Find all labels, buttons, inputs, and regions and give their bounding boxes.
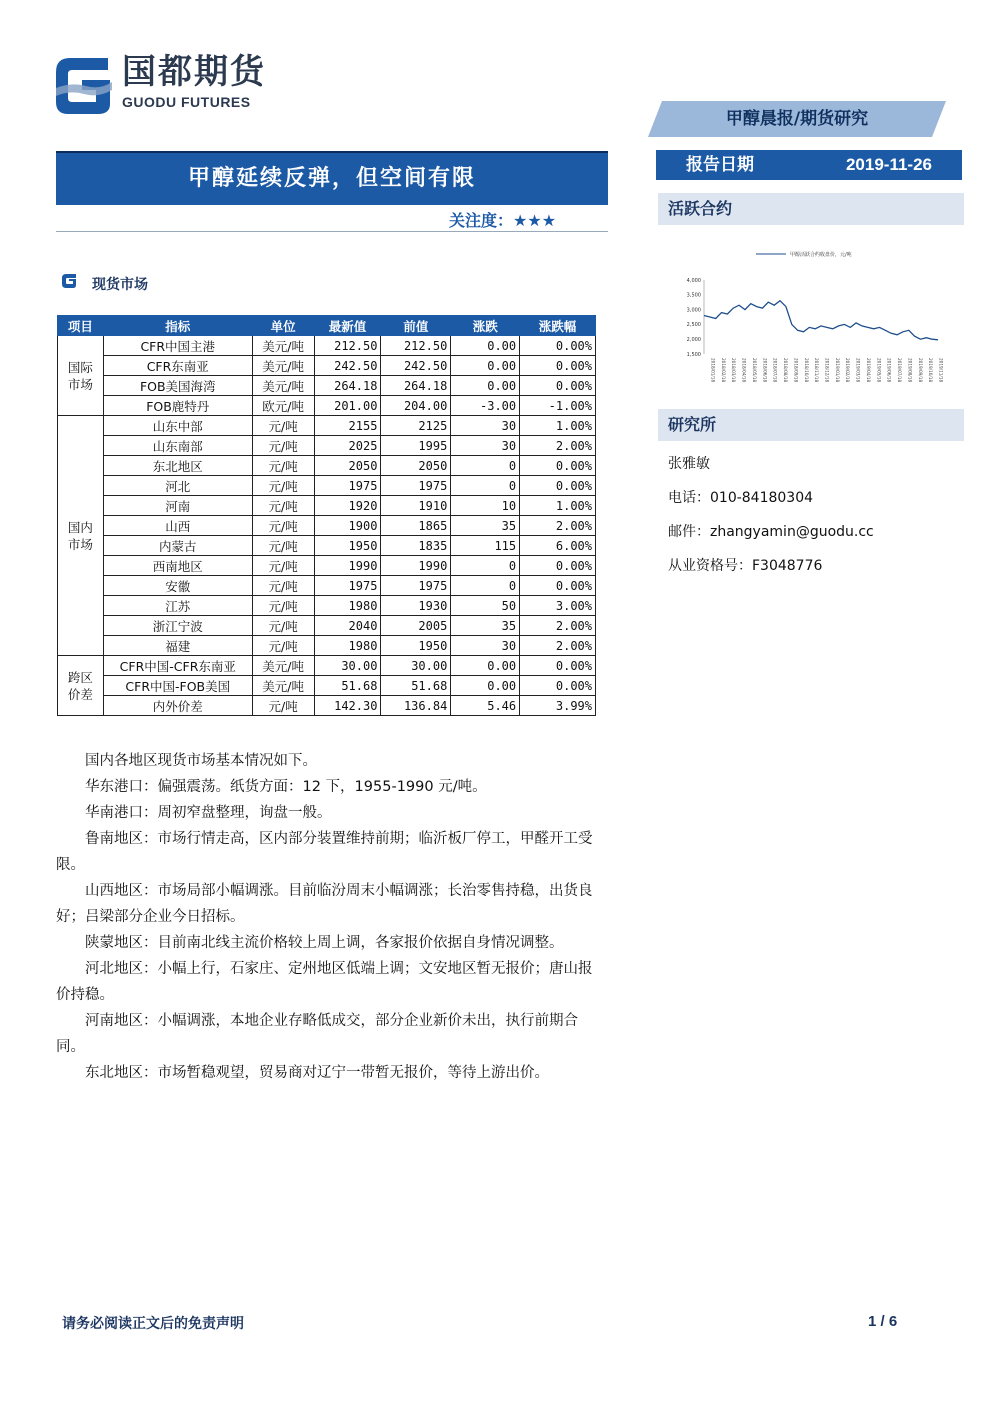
commentary-paragraph: 东北地区：市场暂稳观望，贸易商对辽宁一带暂无报价，等待上游出价。 [85, 1065, 549, 1081]
table-cell: 1910 [381, 496, 451, 516]
table-cell: 0.00 [451, 336, 520, 356]
report-title-bar [56, 151, 608, 205]
table-cell: FOB美国海湾 [103, 376, 252, 396]
analyst-contact [668, 447, 874, 583]
table-cell: 东北地区 [103, 456, 252, 476]
table-cell: 元/吨 [252, 616, 314, 636]
table-cell: 1930 [381, 596, 451, 616]
analyst-phone: 电话：010-84180304 [668, 490, 814, 506]
table-cell: 1980 [314, 636, 381, 656]
table-cell: 1920 [314, 496, 381, 516]
table-row [58, 696, 596, 716]
table-cell: 元/吨 [252, 696, 314, 716]
table-cell: 河北 [103, 476, 252, 496]
table-cell: 西南地区 [103, 556, 252, 576]
disclaimer-note: 请务必阅读正文后的免责声明 [62, 1316, 244, 1332]
table-cell: CFR中国主港 [103, 336, 252, 356]
table-cell: 0.00% [520, 476, 596, 496]
table-cell: 10 [451, 496, 520, 516]
table-cell: 2050 [314, 456, 381, 476]
active-contract-chart [676, 244, 948, 392]
x-tick-label: 2018/08/18 [783, 358, 789, 383]
table-cell: 6.00% [520, 536, 596, 556]
research-title: 研究所 [668, 415, 717, 434]
table-cell: 0.00 [451, 676, 520, 696]
commentary-paragraph: 国内各地区现货市场基本情况如下。 [85, 753, 317, 769]
spot-section-title: 现货市场 [92, 277, 148, 293]
table-cell: 30.00 [314, 656, 381, 676]
table-row [58, 656, 596, 676]
table-cell: 0.00% [520, 576, 596, 596]
table-cell: 2125 [381, 416, 451, 436]
table-cell: 1975 [314, 576, 381, 596]
table-row [58, 456, 596, 476]
table-cell: 0.00% [520, 456, 596, 476]
column-header: 最新值 [314, 316, 381, 336]
table-row [58, 436, 596, 456]
table-cell: 2.00% [520, 516, 596, 536]
x-tick-label: 2019/01/18 [834, 358, 840, 383]
table-cell: CFR中国-FOB美国 [103, 676, 252, 696]
active-contract-header [658, 193, 964, 225]
table-cell: 264.18 [381, 376, 451, 396]
x-tick-label: 2019/09/18 [917, 358, 923, 383]
table-row [58, 396, 596, 416]
table-cell: 0.00% [520, 376, 596, 396]
table-cell: 0.00 [451, 656, 520, 676]
x-tick-label: 2018/10/18 [803, 358, 809, 383]
table-header-row [58, 316, 596, 336]
table-cell: 3.00% [520, 596, 596, 616]
table-cell: 福建 [103, 636, 252, 656]
table-row [58, 336, 596, 356]
table-cell: 242.50 [381, 356, 451, 376]
spot-price-table [57, 315, 596, 716]
table-row [58, 556, 596, 576]
commentary-paragraph: 陕蒙地区：目前南北线主流价格较上周上调，各家报价依据自身情况调整。 [85, 935, 564, 951]
series-line [704, 301, 938, 340]
market-commentary [56, 748, 602, 1086]
table-cell: 0 [451, 476, 520, 496]
commentary-paragraph: 华南港口：周初窄盘整理，询盘一般。 [85, 805, 332, 821]
table-cell: 1975 [381, 476, 451, 496]
x-tick-label: 2018/06/18 [762, 358, 768, 383]
table-row [58, 536, 596, 556]
table-cell: 元/吨 [252, 636, 314, 656]
table-cell: 201.00 [314, 396, 381, 416]
table-cell: 河南 [103, 496, 252, 516]
table-cell: 2.00% [520, 436, 596, 456]
table-cell: 2.00% [520, 616, 596, 636]
report-date-bar [656, 150, 962, 180]
y-tick-label: 1,500 [686, 351, 701, 358]
table-cell: 安徽 [103, 576, 252, 596]
title-divider [56, 231, 608, 232]
analyst-name: 张雅敏 [668, 456, 710, 472]
table-cell: 212.50 [381, 336, 451, 356]
focus-label: 关注度： [449, 211, 514, 230]
research-header [658, 409, 964, 441]
table-cell: FOB鹿特丹 [103, 396, 252, 416]
table-cell: 元/吨 [252, 576, 314, 596]
table-cell: 元/吨 [252, 536, 314, 556]
table-cell: 0 [451, 456, 520, 476]
table-row [58, 356, 596, 376]
y-tick-label: 2,500 [686, 322, 701, 329]
table-cell: 2040 [314, 616, 381, 636]
table-cell: 山东中部 [103, 416, 252, 436]
group-label: 跨区 价差 [58, 656, 104, 716]
analyst-license: 从业资格号：F3048776 [668, 558, 823, 574]
table-cell: 1.00% [520, 416, 596, 436]
group-label: 国内 市场 [58, 416, 104, 656]
category-label: 甲醇晨报/期货研究 [725, 109, 869, 129]
table-cell: 5.46 [451, 696, 520, 716]
table-cell: 元/吨 [252, 516, 314, 536]
x-tick-label: 2018/03/18 [731, 358, 737, 383]
table-row [58, 596, 596, 616]
table-cell: 元/吨 [252, 596, 314, 616]
x-tick-label: 2019/06/18 [886, 358, 892, 383]
table-cell: -3.00 [451, 396, 520, 416]
x-tick-label: 2019/05/18 [876, 358, 882, 383]
table-cell: 136.84 [381, 696, 451, 716]
table-cell: 264.18 [314, 376, 381, 396]
table-cell: CFR东南亚 [103, 356, 252, 376]
section-bullet-icon [60, 272, 78, 290]
table-cell: 0 [451, 556, 520, 576]
column-header: 项目 [58, 316, 104, 336]
x-tick-label: 2019/03/18 [855, 358, 861, 383]
table-cell: 内外价差 [103, 696, 252, 716]
page-number: 1 / 6 [868, 1313, 898, 1330]
table-cell: 0.00% [520, 556, 596, 576]
column-header: 指标 [103, 316, 252, 336]
table-cell: 欧元/吨 [252, 396, 314, 416]
table-cell: 50 [451, 596, 520, 616]
table-cell: 51.68 [314, 676, 381, 696]
table-cell: 1995 [381, 436, 451, 456]
table-cell: 204.00 [381, 396, 451, 416]
analyst-email: 邮件：zhangyamin@guodu.cc [668, 524, 874, 540]
x-tick-label: 2019/07/18 [897, 358, 903, 383]
focus-rating [449, 208, 556, 231]
report-title: 甲醇延续反弹，但空间有限 [187, 166, 476, 191]
table-cell: 0.00 [451, 376, 520, 396]
table-cell: 1990 [314, 556, 381, 576]
report-date-label: 报告日期 [686, 155, 754, 175]
x-tick-label: 2018/11/18 [814, 358, 820, 383]
table-cell: 2005 [381, 616, 451, 636]
commentary-paragraph: 华东港口：偏强震荡。纸货方面：12 下，1955-1990 元/吨。 [85, 779, 487, 795]
table-cell: 35 [451, 516, 520, 536]
x-tick-label: 2018/05/18 [751, 358, 757, 383]
x-tick-label: 2018/12/18 [824, 358, 830, 383]
column-header: 涨跌 [451, 316, 520, 336]
table-cell: 元/吨 [252, 416, 314, 436]
table-cell: 1.00% [520, 496, 596, 516]
table-cell: 1950 [314, 536, 381, 556]
report-date-value: 2019-11-26 [845, 155, 932, 174]
active-contract-title: 活跃合约 [668, 199, 733, 218]
column-header: 前值 [381, 316, 451, 336]
table-row [58, 516, 596, 536]
chart-legend: 甲醇活跃合约收盘价，元/吨 [790, 252, 852, 258]
group-label: 国际 市场 [58, 336, 104, 416]
table-cell: 2155 [314, 416, 381, 436]
column-header: 单位 [252, 316, 314, 336]
x-tick-label: 2019/04/18 [865, 358, 871, 383]
table-cell: 0.00% [520, 336, 596, 356]
x-tick-label: 2019/08/18 [907, 358, 913, 383]
table-cell: 美元/吨 [252, 336, 314, 356]
table-cell: 美元/吨 [252, 356, 314, 376]
table-cell: 3.99% [520, 696, 596, 716]
table-cell: 0.00% [520, 356, 596, 376]
table-cell: 0.00% [520, 676, 596, 696]
table-cell: 2050 [381, 456, 451, 476]
table-cell: CFR中国-CFR东南亚 [103, 656, 252, 676]
company-logo [52, 52, 292, 118]
x-tick-label: 2018/02/18 [720, 358, 726, 383]
table-cell: 0 [451, 576, 520, 596]
x-tick-label: 2018/04/18 [741, 358, 747, 383]
table-cell: 30 [451, 636, 520, 656]
table-cell: 1980 [314, 596, 381, 616]
table-cell: 35 [451, 616, 520, 636]
table-cell: 0.00% [520, 656, 596, 676]
x-tick-label: 2019/10/18 [928, 358, 934, 383]
table-cell: 元/吨 [252, 476, 314, 496]
table-cell: 142.30 [314, 696, 381, 716]
table-cell: 美元/吨 [252, 676, 314, 696]
table-cell: 浙江宁波 [103, 616, 252, 636]
commentary-paragraph: 河南地区：小幅调涨，本地企业存略低成交，部分企业新价未出，执行前期合同。 [56, 1013, 578, 1055]
table-cell: 1865 [381, 516, 451, 536]
table-cell: 242.50 [314, 356, 381, 376]
table-cell: -1.00% [520, 396, 596, 416]
table-cell: 美元/吨 [252, 656, 314, 676]
table-cell: 2.00% [520, 636, 596, 656]
table-row [58, 676, 596, 696]
table-row [58, 636, 596, 656]
table-cell: 山西 [103, 516, 252, 536]
commentary-paragraph: 鲁南地区：市场行情走高，区内部分装置维持前期；临沂板厂停工，甲醛开工受限。 [56, 831, 593, 873]
table-cell: 江苏 [103, 596, 252, 616]
table-row [58, 476, 596, 496]
table-cell: 51.68 [381, 676, 451, 696]
y-tick-label: 3,500 [686, 292, 701, 299]
y-tick-label: 2,000 [686, 337, 701, 343]
table-cell: 元/吨 [252, 496, 314, 516]
table-cell: 1975 [314, 476, 381, 496]
category-banner [648, 101, 946, 137]
x-tick-label: 2018/01/18 [710, 358, 716, 383]
x-tick-label: 2018/07/18 [772, 358, 778, 383]
table-cell: 山东南部 [103, 436, 252, 456]
logo-mark-icon [52, 54, 114, 116]
table-cell: 美元/吨 [252, 376, 314, 396]
table-row [58, 616, 596, 636]
x-tick-label: 2019/02/18 [845, 358, 851, 383]
table-cell: 内蒙古 [103, 536, 252, 556]
table-cell: 1900 [314, 516, 381, 536]
logo-text-en: GUODU FUTURES [122, 94, 251, 110]
table-row [58, 496, 596, 516]
table-row [58, 376, 596, 396]
table-cell: 元/吨 [252, 436, 314, 456]
table-cell: 30 [451, 436, 520, 456]
table-cell: 115 [451, 536, 520, 556]
commentary-paragraph: 河北地区：小幅上行，石家庄、定州地区低端上调；文安地区暂无报价；唐山报价持稳。 [56, 961, 593, 1003]
commentary-paragraph: 山西地区：市场局部小幅调涨。目前临汾周末小幅调涨；长治零售持稳，出货良好；吕梁部分企业今日招标。 [56, 883, 593, 925]
table-cell: 30.00 [381, 656, 451, 676]
table-cell: 元/吨 [252, 456, 314, 476]
y-tick-label: 4,000 [686, 277, 701, 284]
table-cell: 1835 [381, 536, 451, 556]
table-row [58, 576, 596, 596]
table-cell: 2025 [314, 436, 381, 456]
table-cell: 30 [451, 416, 520, 436]
logo-text-cn: 国都期货 [122, 52, 266, 92]
column-header: 涨跌幅 [520, 316, 596, 336]
table-row [58, 416, 596, 436]
table-cell: 元/吨 [252, 556, 314, 576]
focus-stars: ★★★ [513, 211, 557, 230]
table-cell: 0.00 [451, 356, 520, 376]
y-tick-label: 3,000 [686, 307, 701, 314]
table-cell: 1975 [381, 576, 451, 596]
x-tick-label: 2019/11/18 [938, 358, 944, 383]
table-cell: 212.50 [314, 336, 381, 356]
x-tick-label: 2018/09/18 [793, 358, 799, 383]
table-cell: 1950 [381, 636, 451, 656]
table-cell: 1990 [381, 556, 451, 576]
